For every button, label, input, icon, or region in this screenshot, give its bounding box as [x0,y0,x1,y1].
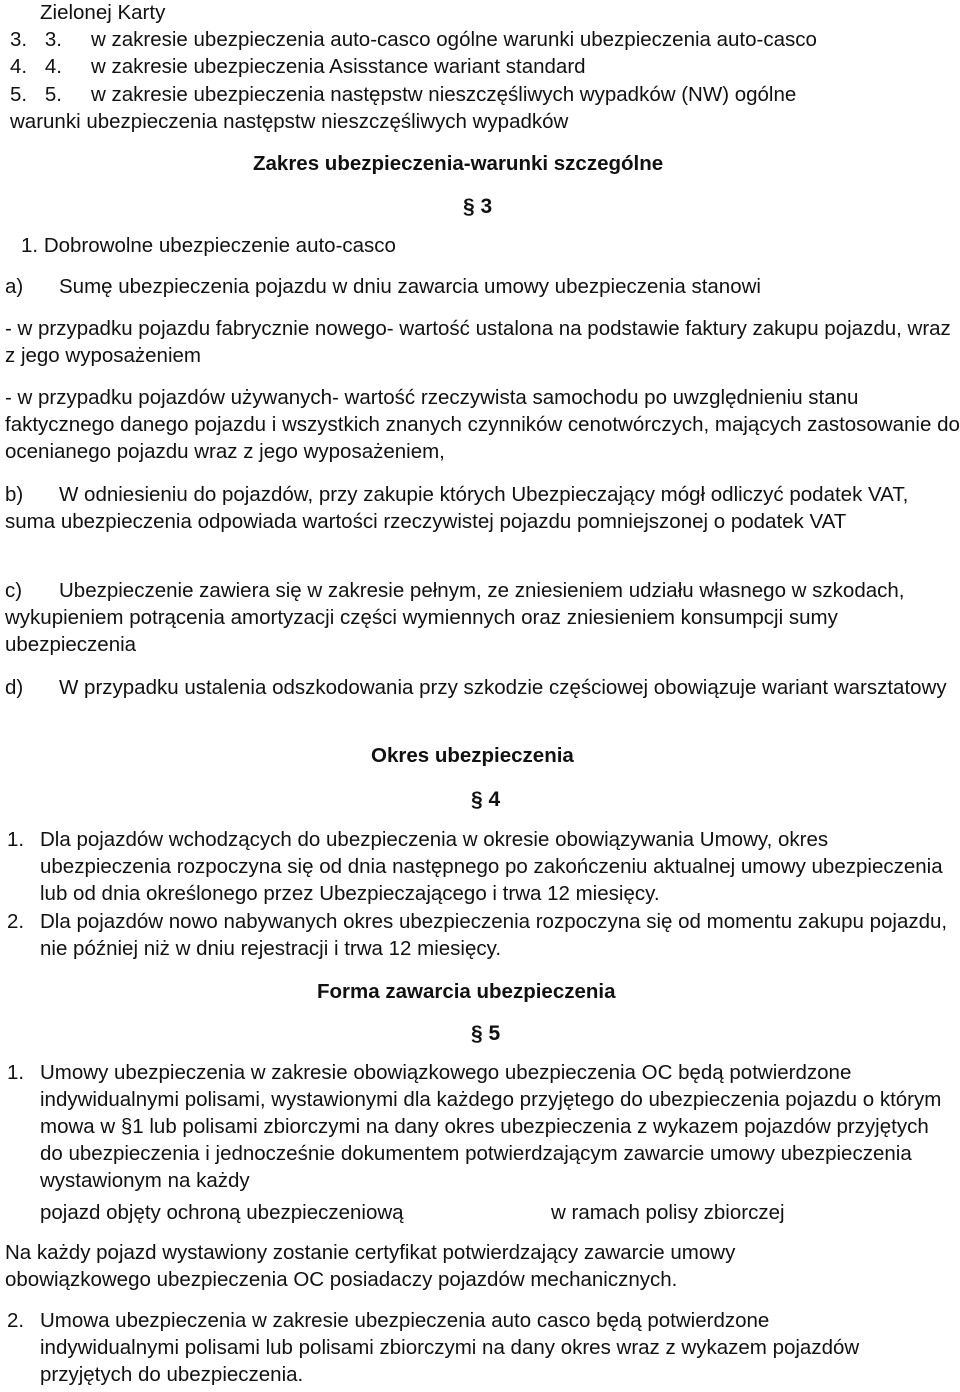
point-label: b) [5,483,24,506]
point-b [5,481,960,535]
point-a [5,273,761,300]
dash-paragraph: - w przypadku pojazdów używanych- wartość rzeczywista samochodu po uwzględnieniu stanu faktycznego danego pojazdu i wszystkich znanych czynników cenotwórczych, mających zastosowanie do ocenianego pojazdu wraz z jego wyposażeniem, [5,386,960,463]
section-symbol: § [471,788,483,811]
list-number: 2. [7,910,25,933]
list-item [0,826,960,907]
list-number: 1. [7,828,25,851]
point-c [5,577,960,658]
list-item [10,26,817,53]
list-text: Umowy ubezpieczenia w zakresie obowiązkowego ubezpieczenia OC będą potwierdzone indywidualnymi polisami, wystawionymi dla każdego przyjętego do ubezpieczenia pojazdu o którym mowa w §1 lub polisami zbiorczymi na dany okres ubezpieczenia z wykazem pojazdów przyjętych do ubezpieczenia i jednocześnie dokumentem potwierdzającym zawarcie umowy ubezpieczenia wystawionym na każdy [40,1061,942,1192]
list-text-last-b: w ramach polisy zbiorczej [551,1201,785,1224]
point-text: W odniesieniu do pojazdów, przy zakupie których Ubezpieczający mógł odliczyć podatek VAT, suma ubezpieczenia odpowiada wartości rzeczywistej pojazdu pomniejszonej o podatek VAT [5,483,909,533]
section-symbol: § [471,1022,483,1045]
section-number [471,786,500,813]
list-item [10,81,797,108]
list-subnumber: 3. [44,28,62,51]
section-num: 3 [480,195,493,218]
point-text: W przypadku ustalenia odszkodowania przy szkodzie częściowej obowiązuje wariant warsztatowy [59,676,947,699]
list-text: Umowa ubezpieczenia w zakresie ubezpieczenia auto casco będą potwierdzone indywidualnymi polisami lub polisami zbiorczymi na dany okres wraz z wykazem pojazdów przyjętych do ubezpieczenia. [40,1309,860,1386]
list-item [0,908,960,962]
list-number: 3. [10,28,28,51]
list-text-last: pojazd objęty ochroną ubezpieczeniową [40,1201,404,1224]
section-heading: Zakres ubezpieczenia-warunki szczególne [253,152,664,175]
list-number: 2. [7,1309,25,1332]
section-heading: Okres ubezpieczenia [371,744,574,767]
subheading-number: 1. [21,234,39,257]
section-heading: Forma zawarcia ubezpieczenia [317,980,616,1003]
list-item [0,1059,960,1229]
dash-paragraph: - w przypadku pojazdu fabrycznie nowego- wartość ustalona na podstawie faktury zakupu pojazdu, wraz z jego wyposażeniem [5,317,951,367]
list-item-continuation: warunki ubezpieczenia następstw nieszczęśliwych wypadków [10,110,569,133]
intro-line: Zielonej Karty [40,1,166,24]
note-paragraph: Na każdy pojazd wystawiony zostanie certyfikat potwierdzający zawarcie umowy obowiązkowego ubezpieczenia OC posiadaczy pojazdów mechanicznych. [5,1241,736,1291]
subheading [21,232,396,259]
list-number: 5. [10,83,28,106]
list-number: 4. [10,55,28,78]
section-symbol: § [463,195,475,218]
point-text: Ubezpieczenie zawiera się w zakresie pełnym, ze zniesieniem udziału własnego w szkodach, wykupieniem potrącenia amortyzacji części wymiennych oraz zniesieniem konsumpcji sumy ubezpieczenia [5,579,905,656]
point-d [5,674,960,701]
list-text: Dla pojazdów wchodzących do ubezpieczenia w okresie obowiązywania Umowy, okres ubezpieczenia rozpoczyna się od dnia następnego po zakończeniu aktualnej umowy ubezpieczenia lub od dnia określonego przez Ubezpieczającego i trwa 12 miesięcy. [40,828,943,905]
list-subnumber: 4. [44,55,62,78]
section-num: 5 [488,1022,501,1045]
point-text: Sumę ubezpieczenia pojazdu w dniu zawarcia umowy ubezpieczenia stanowi [59,275,761,298]
list-text: w zakresie ubezpieczenia Asisstance wariant standard [91,55,586,78]
list-item [10,53,586,80]
section-number [463,193,492,220]
subheading-text: Dobrowolne ubezpieczenie auto-casco [43,234,396,257]
point-label: c) [5,579,23,602]
section-number [471,1020,500,1047]
list-item [0,1307,960,1388]
list-text: Dla pojazdów nowo nabywanych okres ubezpieczenia rozpoczyna się od momentu zakupu pojazdu, nie później niż w dniu rejestracji i trwa 12 miesięcy. [40,910,948,960]
section-num: 4 [488,788,501,811]
list-number: 1. [7,1061,25,1084]
list-subnumber: 5. [44,83,62,106]
list-text: w zakresie ubezpieczenia następstw nieszczęśliwych wypadków (NW) ogólne [91,83,797,106]
point-label: d) [5,676,24,699]
point-label: a) [5,275,24,298]
list-text: w zakresie ubezpieczenia auto-casco ogólne warunki ubezpieczenia auto-casco [91,28,817,51]
